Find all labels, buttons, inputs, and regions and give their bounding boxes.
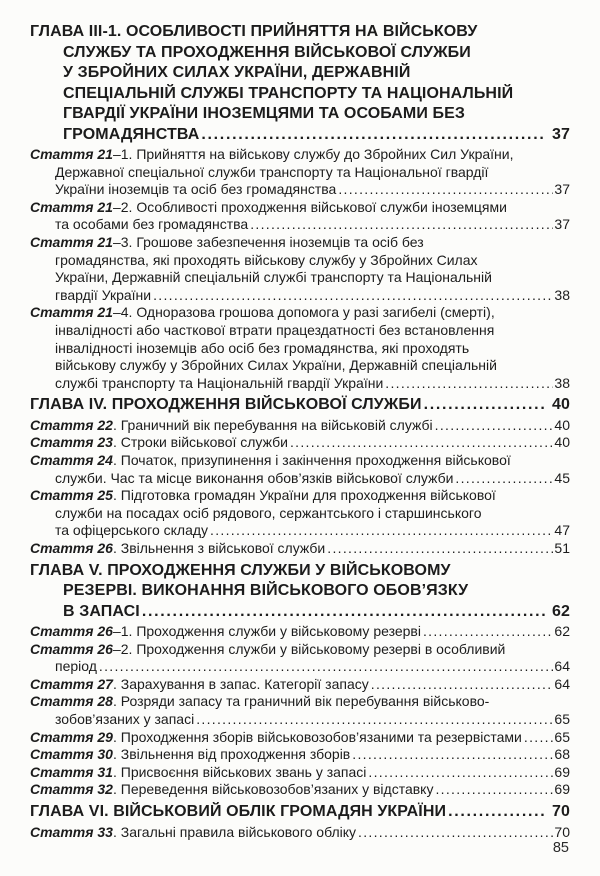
article-label: Стаття 31 (30, 763, 113, 780)
article-label: Стаття 23 (30, 434, 113, 451)
toc-entry-article (30, 824, 570, 842)
table-of-contents (30, 22, 570, 841)
dot-leader (196, 711, 553, 729)
article-line (30, 824, 570, 842)
article-line (30, 746, 570, 764)
chapter-line (30, 43, 570, 64)
entry-title-text: зобов’язаних у запасі (55, 711, 195, 728)
entry-page-number: 62 (554, 623, 570, 640)
line-text (30, 764, 366, 782)
toc-entry-article (30, 540, 570, 558)
line-text (30, 199, 507, 217)
article-label: Стаття 27 (30, 675, 113, 692)
article-line (30, 470, 570, 488)
article-label: Стаття 21 (30, 198, 113, 215)
toc-entry-article (30, 764, 570, 782)
article-line (30, 522, 570, 540)
line-text (55, 269, 492, 287)
article-line (30, 676, 570, 694)
dot-leader (153, 287, 553, 305)
line-text (63, 63, 410, 84)
article-label: Стаття 21 (30, 233, 113, 250)
toc-entry-chapter (30, 561, 570, 623)
line-text (30, 417, 433, 435)
chapter-title-text: ГВАРДІЇ УКРАЇНИ ІНОЗЕМЦЯМИ ТА ОСОБАМИ БЕЗ (63, 105, 465, 122)
entry-page-number: 65 (554, 728, 570, 745)
article-label: Стаття 24 (30, 452, 113, 468)
toc-entry-article (30, 623, 570, 641)
line-text (30, 693, 489, 711)
article-line (30, 487, 570, 505)
dot-leader (327, 540, 553, 558)
chapter-title-text: СЛУЖБУ ТА ПРОХОДЖЕННЯ ВІЙСЬКОВОЇ СЛУЖБИ (63, 43, 471, 61)
article-line (30, 540, 570, 558)
article-label-suffix: . (112, 728, 117, 745)
article-label-suffix: . (112, 675, 117, 692)
entry-title-text: Проходження зборів військовозобов’язаними та резервістами (120, 728, 522, 745)
article-label-suffix: . (112, 487, 117, 504)
article-label-suffix: . (112, 746, 117, 763)
entry-title-text: Одноразова грошова допомога у разі загибелі (смерті), (136, 304, 495, 321)
article-line (30, 234, 570, 252)
line-text (55, 375, 383, 393)
entry-title-text: Розряди запасу та граничний вік перебування військово- (120, 693, 490, 710)
article-line (30, 711, 570, 729)
article-label: Стаття 26 (30, 640, 113, 657)
dot-leader (435, 417, 554, 435)
toc-entry-article (30, 729, 570, 747)
line-text (55, 470, 453, 488)
article-label: Стаття 32 (30, 781, 113, 798)
line-text (30, 561, 451, 582)
toc-entry-chapter (30, 395, 570, 416)
entry-title-text: та особами без громадянства (55, 216, 249, 233)
entry-page-number: 70 (554, 823, 570, 840)
line-text (63, 43, 471, 64)
article-label-suffix: –2. (112, 198, 133, 215)
chapter-title-text: СПЕЦІАЛЬНІЙ СЛУЖБІ ТРАНСПОРТУ ТА НАЦІОНАЛЬНІЙ (63, 84, 514, 102)
article-label: Стаття 30 (30, 746, 113, 763)
entry-page-number: 37 (554, 181, 570, 198)
chapter-title-text: У ЗБРОЙНИХ СИЛАХ УКРАЇНИ, ДЕРЖАВНІЙ (63, 64, 411, 81)
entry-title-text: Зарахування в запас. Категорії запасу (120, 675, 369, 692)
article-label-suffix: . (112, 781, 117, 798)
line-text (30, 676, 369, 694)
chapter-line (30, 395, 570, 416)
toc-entry-article (30, 452, 570, 487)
line-text (30, 781, 433, 799)
line-text (30, 395, 422, 416)
line-text (55, 357, 497, 375)
entry-title-text: Присвоєння військових звань у запасі (120, 763, 367, 780)
chapter-line (30, 84, 570, 105)
article-label-suffix: –4. (112, 304, 133, 321)
toc-entry-article (30, 641, 570, 676)
entry-title-text: службі транспорту та Національній гвардії України (55, 374, 384, 391)
entry-title-text: Державної спеціальної служби транспорту та Національної гвардії (55, 163, 489, 180)
entry-title-text: Звільнення з військової служби (120, 539, 326, 556)
article-line (30, 357, 570, 375)
article-label-suffix: . (112, 693, 117, 710)
entry-title-text: Переведення військовозобов’язаних у відставку (120, 781, 434, 798)
dot-leader (371, 676, 554, 694)
line-text (55, 522, 208, 540)
line-text (55, 216, 248, 234)
article-label-suffix: . (112, 416, 117, 433)
article-label: Стаття 28 (30, 693, 113, 710)
entry-page-number: 68 (554, 746, 570, 763)
chapter-line (30, 104, 570, 125)
article-label: Стаття 26 (30, 623, 113, 640)
entry-page-number: 51 (554, 539, 570, 556)
line-text (30, 802, 446, 823)
entry-page-number: 38 (554, 286, 570, 303)
article-label: Стаття 29 (30, 728, 113, 745)
toc-entry-article (30, 746, 570, 764)
entry-title-text: Початок, призупинення і закінчення проходження військової (120, 452, 511, 468)
article-line (30, 287, 570, 305)
article-label: Стаття 33 (30, 823, 113, 840)
article-line (30, 729, 570, 747)
entry-title-text: інвалідності або часткової втрати працездатності без встановлення (55, 321, 495, 338)
entry-page-number: 69 (554, 763, 570, 780)
article-label: Стаття 25 (30, 487, 113, 504)
entry-title-text: Загальні правила військового обліку (120, 823, 357, 840)
article-label: Стаття 26 (30, 539, 113, 556)
line-text (55, 711, 194, 729)
dot-leader (201, 125, 545, 146)
article-line (30, 146, 570, 164)
article-line (30, 322, 570, 340)
line-text (30, 304, 495, 322)
chapter-line (30, 561, 570, 582)
line-text (30, 434, 288, 452)
entry-page-number: 64 (554, 658, 570, 675)
article-line (30, 181, 570, 199)
toc-entry-article (30, 781, 570, 799)
line-text (55, 164, 488, 182)
entry-page-number: 64 (554, 675, 570, 692)
line-text (30, 824, 356, 842)
entry-title-text: військову службу у Збройних Силах України, Державній спеціальній (55, 357, 497, 374)
entry-page-number: 40 (554, 434, 570, 451)
article-label: Стаття 22 (30, 416, 113, 433)
article-line (30, 199, 570, 217)
chapter-line (30, 602, 570, 623)
line-text (63, 84, 513, 105)
dot-leader (448, 802, 545, 823)
line-text (55, 252, 477, 270)
article-label-suffix: –2. (112, 640, 133, 657)
page-number: 85 (552, 840, 569, 856)
dot-leader (338, 181, 553, 199)
article-label-suffix: . (112, 539, 117, 556)
line-text (63, 581, 468, 602)
entry-page-number: 40 (554, 416, 570, 433)
dot-leader (524, 729, 554, 747)
entry-title-text: Грошове забезпечення іноземців та осіб без (136, 233, 424, 250)
article-label-suffix: –1. (112, 623, 133, 640)
entry-title-text: Звільнення від проходження зборів (120, 746, 351, 763)
line-text (63, 104, 465, 125)
chapter-title-text: ГЛАВА IV. ПРОХОДЖЕННЯ ВІЙСЬКОВОЇ СЛУЖБИ (30, 396, 422, 414)
entry-title-text: Проходження служби у військовому резерві в особливий (136, 640, 506, 657)
article-line (30, 693, 570, 711)
line-text (30, 746, 350, 764)
article-line (30, 269, 570, 287)
dot-leader (142, 602, 545, 623)
entry-title-text: України іноземців та осіб без громадянства (55, 181, 337, 198)
article-line (30, 764, 570, 782)
chapter-title-text: В ЗАПАСІ (63, 602, 140, 620)
toc-entry-article (30, 487, 570, 540)
entry-page-number: 65 (554, 711, 570, 728)
dot-leader (250, 216, 553, 234)
entry-title-text: гвардії України (55, 286, 152, 303)
article-line (30, 452, 570, 470)
chapter-title-text: ГРОМАДЯНСТВА (63, 125, 200, 143)
entry-page-number: 37 (552, 125, 570, 143)
line-text (30, 623, 421, 641)
toc-entry-article (30, 234, 570, 304)
dot-leader (455, 470, 553, 488)
line-text (30, 146, 513, 164)
entry-page-number: 69 (554, 781, 570, 798)
article-line (30, 304, 570, 322)
dot-leader (424, 395, 545, 416)
article-line (30, 434, 570, 452)
article-line (30, 417, 570, 435)
line-text (30, 729, 522, 747)
entry-title-text: служби. Час та місце виконання обов’язків військової служби (55, 469, 454, 486)
chapter-title-text: ГЛАВА III-1. ОСОБЛИВОСТІ ПРИЙНЯТТЯ НА ВІЙСЬКОВУ (30, 23, 478, 40)
toc-entry-article (30, 417, 570, 435)
article-line (30, 505, 570, 523)
entry-page-number: 70 (552, 803, 570, 820)
article-line (30, 658, 570, 676)
toc-entry-article (30, 676, 570, 694)
chapter-title-text: РЕЗЕРВІ. ВИКОНАННЯ ВІЙСЬКОВОГО ОБОВ’ЯЗКУ (63, 582, 469, 600)
article-line (30, 375, 570, 393)
article-line (30, 781, 570, 799)
chapter-title-text: ГЛАВА VI. ВІЙСЬКОВИЙ ОБЛІК ГРОМАДЯН УКРАЇНИ (30, 803, 447, 820)
dot-leader (368, 764, 553, 782)
entry-title-text: Граничний вік перебування на військовій службі (120, 416, 433, 433)
line-text (30, 641, 505, 659)
dot-leader (435, 781, 553, 799)
article-label: Стаття 21 (30, 304, 113, 321)
chapter-title-text: ГЛАВА V. ПРОХОДЖЕННЯ СЛУЖБИ У ВІЙСЬКОВОМУ (30, 561, 451, 579)
toc-entry-article (30, 199, 570, 234)
article-label-suffix: . (112, 434, 117, 451)
entry-title-text: громадянства, які проходять військову службу у Збройних Силах (55, 251, 478, 268)
toc-entry-article (30, 146, 570, 199)
line-text (55, 287, 151, 305)
dot-leader (210, 522, 553, 540)
entry-title-text: інвалідності іноземців або осіб без громадянства, які проходять (55, 339, 470, 356)
article-line (30, 252, 570, 270)
dot-leader (352, 746, 553, 764)
line-text (30, 22, 477, 43)
article-label-suffix: . (112, 823, 117, 840)
line-text (55, 322, 494, 340)
line-text (30, 487, 496, 505)
line-text (55, 505, 482, 523)
toc-entry-article (30, 304, 570, 392)
entry-title-text: та офіцерського складу (55, 522, 209, 539)
article-label-suffix: . (112, 452, 117, 468)
article-line (30, 340, 570, 358)
toc-entry-chapter (30, 22, 570, 145)
article-line (30, 164, 570, 182)
article-label-suffix: . (112, 763, 117, 780)
entry-title-text: України, Державній спеціальній службі транспорту та Національній (55, 269, 492, 286)
article-line (30, 623, 570, 641)
entry-page-number: 47 (554, 522, 570, 539)
article-label: Стаття 21 (30, 146, 113, 162)
toc-entry-article (30, 693, 570, 728)
dot-leader (423, 623, 553, 641)
line-text (63, 125, 199, 146)
dot-leader (99, 658, 554, 676)
entry-title-text: служби на посадах осіб рядового, сержантського і старшинського (55, 504, 482, 521)
entry-title-text: Прийняття на військову службу до Збройних Сил України, (136, 146, 514, 162)
line-text (30, 234, 424, 252)
entry-title-text: період (55, 658, 97, 675)
chapter-line (30, 125, 570, 146)
article-label-suffix: –3. (112, 233, 133, 250)
entry-title-text: Особливості проходження військової служби іноземцями (136, 198, 507, 215)
entry-page-number: 62 (552, 602, 570, 620)
entry-page-number: 45 (554, 469, 570, 486)
line-text (55, 658, 97, 676)
article-line (30, 641, 570, 659)
line-text (30, 540, 325, 558)
line-text (63, 602, 140, 623)
toc-entry-article (30, 434, 570, 452)
entry-page-number: 37 (554, 216, 570, 233)
chapter-line (30, 63, 570, 84)
article-label-suffix: –1. (112, 146, 133, 162)
line-text (55, 340, 469, 358)
entry-title-text: Підготовка громадян України для проходження військової (120, 487, 496, 504)
chapter-line (30, 22, 570, 43)
entry-page-number: 40 (552, 396, 570, 414)
line-text (55, 181, 336, 199)
entry-page-number: 38 (554, 374, 570, 391)
entry-title-text: Строки військової служби (120, 434, 288, 451)
dot-leader (358, 824, 553, 842)
chapter-line (30, 581, 570, 602)
chapter-line (30, 802, 570, 823)
dot-leader (290, 434, 553, 452)
line-text (30, 452, 511, 470)
entry-title-text: Проходження служби у військовому резерві (136, 623, 421, 640)
toc-entry-chapter (30, 802, 570, 823)
dot-leader (385, 375, 553, 393)
article-line (30, 216, 570, 234)
